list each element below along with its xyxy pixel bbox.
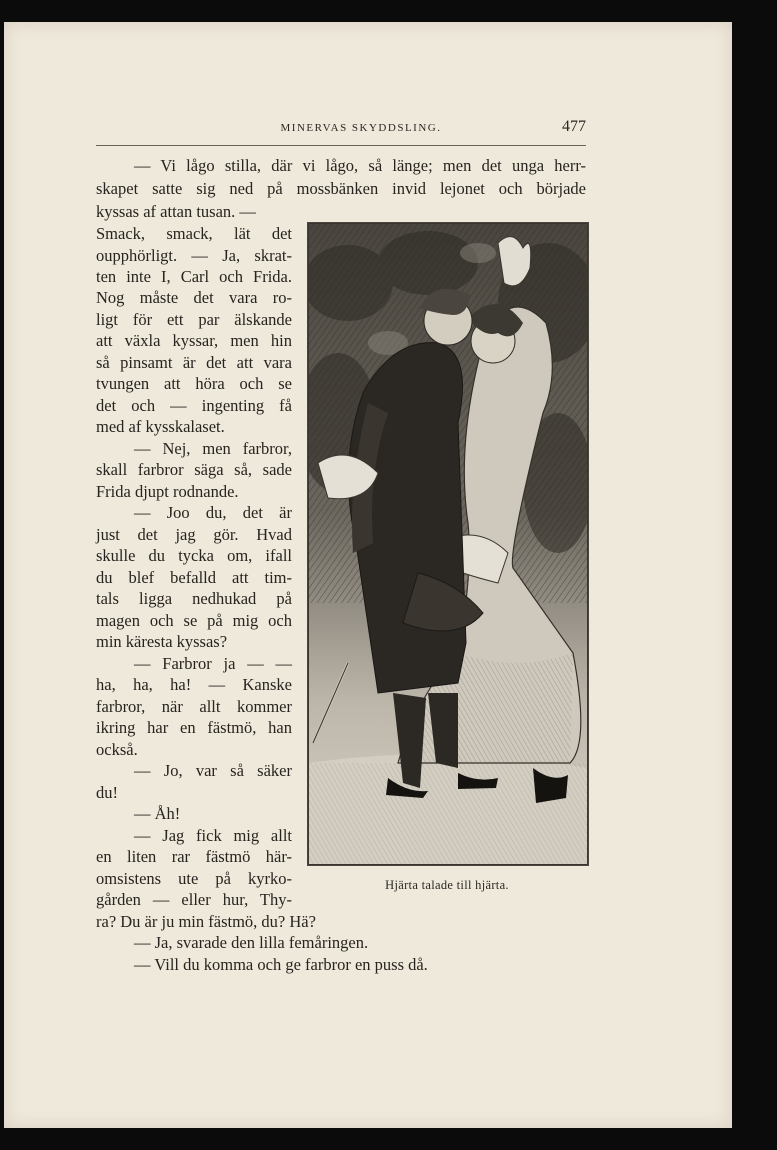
text-line: oupphörligt. — Ja, skrat- <box>96 246 292 265</box>
text-line: skapet satte sig ned på mossbänken invid lejonet och började <box>96 179 586 198</box>
text-line: — Ja, svarade den lilla femåringen. <box>134 933 369 952</box>
page-number: 477 <box>562 118 586 135</box>
text-line: det och — ingenting få <box>96 396 292 415</box>
text-line: gården — eller hur, Thy- <box>96 890 292 909</box>
text-line: ligt för ett par älskande <box>96 310 292 329</box>
text-line: Smack, smack, lät det <box>96 224 292 243</box>
text-line: en liten rar fästmö här- <box>96 847 292 866</box>
text-line: du blef befalld att tim- <box>96 568 292 587</box>
text-line: — Jo, var så säker <box>134 761 292 780</box>
text-line: — Farbror ja — — <box>134 654 292 673</box>
illustration-caption: Hjärta talade till hjärta. <box>385 878 509 892</box>
engraving-picture <box>308 223 588 865</box>
text-line: ha, ha, ha! — Kanske <box>96 675 292 694</box>
text-line: också. <box>96 740 138 759</box>
text-line: med af kysskalaset. <box>96 417 225 436</box>
text-line: så pinsamt är det att vara <box>96 353 292 372</box>
illustration-couple-kissing <box>307 222 589 866</box>
text-line: — Vill du komma och ge farbror en puss då. <box>134 955 428 974</box>
text-line: omsistens ute på kyrko- <box>96 869 292 888</box>
text-line: just det jag gör. Hvad <box>96 525 292 544</box>
text-line: tvungen att höra och se <box>96 374 292 393</box>
text-line: skall farbror säga så, sade <box>96 460 292 479</box>
text-line: Frida djupt rodnande. <box>96 482 239 501</box>
text-line: — Åh! <box>134 804 181 823</box>
text-line: ra? Du är ju min fästmö, du? Hä? <box>96 912 316 931</box>
text-line: tals ligga nedhukad på <box>96 589 292 608</box>
text-line: farbror, när allt kommer <box>96 697 292 716</box>
text-line: — Jag fick mig allt <box>134 826 292 845</box>
header-rule <box>96 145 586 146</box>
text-line: ten inte I, Carl och Frida. <box>96 267 292 286</box>
text-line: magen och se på mig och <box>96 611 292 630</box>
running-head-title: MINERVAS SKYDDSLING. <box>280 122 442 134</box>
text-line: — Vi lågo stilla, där vi lågo, så länge; men det unga herr- <box>134 156 586 175</box>
text-line: kyssas af attan tusan. — <box>96 202 256 221</box>
text-line: att växla kyssar, men hin <box>96 331 292 350</box>
text-line: — Joo du, det är <box>134 503 292 522</box>
text-line: du! <box>96 783 118 802</box>
running-head <box>96 118 586 142</box>
text-line: ikring har en fästmö, han <box>96 718 292 737</box>
text-line: skulle du tycka om, ifall <box>96 546 292 565</box>
text-line: min käresta kyssas? <box>96 632 228 651</box>
text-line: Nog måste det vara ro- <box>96 288 292 307</box>
text-line: — Nej, men farbror, <box>134 439 292 458</box>
